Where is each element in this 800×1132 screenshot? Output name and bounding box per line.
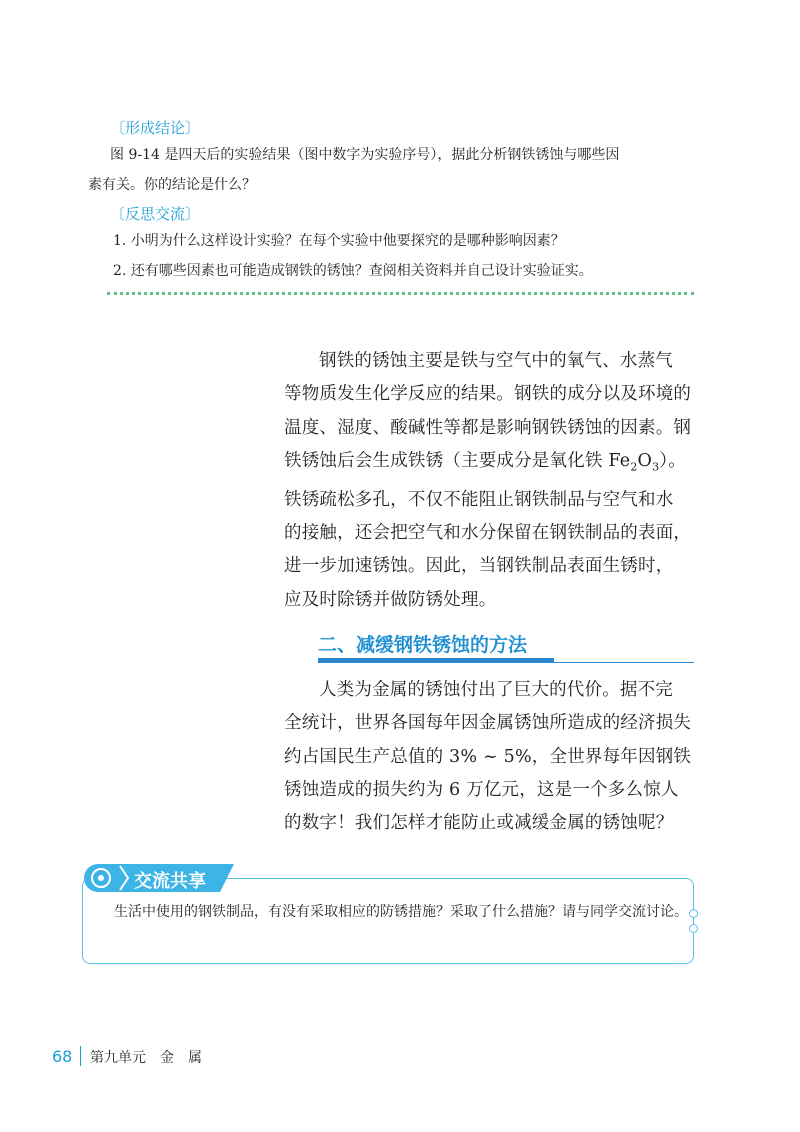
reflection-item-2: 2. 还有哪些因素也可能造成钢铁的锈蚀？查阅相关资料并自己设计实验证实。: [113, 263, 593, 279]
paragraph-line: 锈蚀造成的损失约为 6 万亿元，这是一个多么惊人: [284, 779, 679, 800]
section-heading: 二、减缓钢铁锈蚀的方法: [318, 634, 528, 656]
paragraph-line: 人类为金属的锈蚀付出了巨大的代价。据不完: [319, 680, 673, 700]
formula-sub-2: 2: [630, 460, 638, 474]
formula-lead-text: 铁锈蚀后会生成铁锈（主要成分是氧化铁: [284, 450, 609, 471]
section-heading-rule: [318, 662, 694, 663]
paragraph-line: 等物质发生化学反应的结果。钢铁的成分以及环境的: [284, 384, 692, 405]
conclusion-tag: 〔形成结论〕: [110, 119, 201, 137]
formula-tail-text: ）。: [659, 450, 686, 471]
dotted-divider: [107, 292, 694, 295]
conclusion-line-1: 图 9-14 是四天后的实验结果（图中数字为实验序号），据此分析钢铁锈蚀与哪些因: [110, 147, 620, 163]
footer-divider: [80, 1046, 81, 1066]
share-title: 交流共享: [134, 871, 206, 892]
paragraph-line: 的数字！我们怎样才能防止或减缓金属的锈蚀呢？: [284, 813, 674, 834]
conclusion-line-2: 素有关。你的结论是什么？: [88, 177, 256, 193]
paragraph-line: 铁锈疏松多孔，不仅不能阻止钢铁制品与空气和水: [284, 489, 674, 510]
reflection-tag: 〔反思交流〕: [110, 205, 201, 223]
paragraph-line: 进一步加速锈蚀。因此，当钢铁制品表面生锈时，: [284, 556, 674, 577]
share-text: 生活中使用的钢铁制品，有没有采取相应的防锈措施？采取了什么措施？请与同学交流讨论。: [114, 904, 688, 920]
paragraph-line: 的接触，还会把空气和水分保留在钢铁制品的表面，: [284, 522, 692, 543]
share-box-knob-icon: [689, 909, 698, 918]
formula-fe: Fe: [608, 450, 631, 471]
unit-title: 第九单元 金 属: [90, 1050, 202, 1066]
reflection-item-1: 1. 小明为什么这样设计实验？在每个实验中他要探究的是哪种影响因素？: [113, 233, 565, 249]
formula-o: O: [637, 450, 653, 471]
paragraph-line: 全统计，世界各国每年因金属锈蚀所造成的经济损失: [284, 713, 692, 734]
paragraph-line: 约占国民生产总值的 3% ~ 5%，全世界每年因钢铁: [284, 746, 692, 767]
formula-sub-3: 3: [652, 460, 660, 474]
share-box-knob-icon: [689, 924, 698, 933]
paragraph-line: 钢铁的锈蚀主要是铁与空气中的氧气、水蒸气: [319, 351, 673, 371]
paragraph-rust-cause: [284, 345, 694, 617]
page-number: 68: [52, 1047, 73, 1066]
paragraph-corrosion-loss: [284, 674, 694, 840]
paragraph-line: 应及时除锈并做防锈处理。: [284, 589, 497, 610]
paragraph-line: 温度、湿度、酸碱性等都是影响钢铁锈蚀的因素。钢: [284, 417, 692, 438]
paragraph-line-formula: [284, 445, 694, 484]
